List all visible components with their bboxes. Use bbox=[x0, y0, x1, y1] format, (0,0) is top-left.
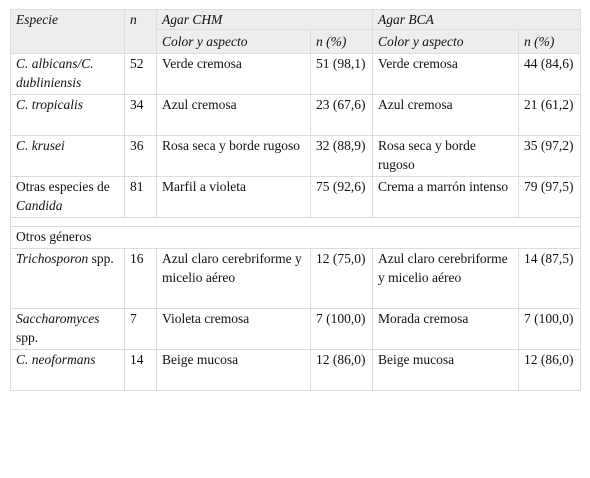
header-n: n bbox=[125, 10, 157, 54]
header-agar-bca: Agar BCA bbox=[373, 10, 581, 30]
chm-color-cell: Rosa seca y borde rugoso bbox=[157, 136, 311, 177]
chm-n-cell: 32 (88,9) bbox=[311, 136, 373, 177]
species-cell bbox=[11, 177, 125, 218]
species-agar-table bbox=[10, 9, 581, 391]
chm-n-cell: 12 (86,0) bbox=[311, 350, 373, 391]
species-cell bbox=[11, 309, 125, 350]
table-row bbox=[11, 309, 581, 350]
chm-color-cell: Marfil a violeta bbox=[157, 177, 311, 218]
spacer-row bbox=[11, 218, 581, 227]
header-chm-n-pct: n (%) bbox=[311, 30, 373, 54]
species-name-italic: C. krusei bbox=[16, 138, 65, 153]
chm-n-cell: 75 (92,6) bbox=[311, 177, 373, 218]
n-cell: 81 bbox=[125, 177, 157, 218]
species-cell bbox=[11, 136, 125, 177]
table-row bbox=[11, 136, 581, 177]
bca-n-cell: 21 (61,2) bbox=[519, 95, 581, 136]
bca-color-cell: Crema a marrón intenso bbox=[373, 177, 519, 218]
species-name-italic: Candida bbox=[16, 198, 63, 213]
spacer-cell bbox=[11, 218, 581, 227]
species-name-text: spp. bbox=[16, 330, 39, 345]
bca-color-cell: Morada cremosa bbox=[373, 309, 519, 350]
table-row bbox=[11, 177, 581, 218]
bca-n-cell: 79 (97,5) bbox=[519, 177, 581, 218]
table-row bbox=[11, 54, 581, 95]
bca-n-cell: 14 (87,5) bbox=[519, 249, 581, 309]
n-cell: 36 bbox=[125, 136, 157, 177]
chm-color-cell: Verde cremosa bbox=[157, 54, 311, 95]
species-name-italic: C. tropicalis bbox=[16, 97, 84, 112]
n-cell: 7 bbox=[125, 309, 157, 350]
chm-n-cell: 7 (100,0) bbox=[311, 309, 373, 350]
species-name-italic: Trichosporon bbox=[16, 251, 89, 266]
chm-n-cell: 23 (67,6) bbox=[311, 95, 373, 136]
n-cell: 52 bbox=[125, 54, 157, 95]
chm-n-cell: 12 (75,0) bbox=[311, 249, 373, 309]
section-row bbox=[11, 227, 581, 249]
table-row bbox=[11, 350, 581, 391]
chm-color-cell: Beige mucosa bbox=[157, 350, 311, 391]
header-chm-color: Color y aspecto bbox=[157, 30, 311, 54]
species-name-text: Otras especies de bbox=[16, 179, 110, 194]
species-name-text: spp. bbox=[88, 251, 114, 266]
species-cell bbox=[11, 95, 125, 136]
chm-n-cell: 51 (98,1) bbox=[311, 54, 373, 95]
n-cell: 34 bbox=[125, 95, 157, 136]
table-row bbox=[11, 95, 581, 136]
bca-n-cell: 7 (100,0) bbox=[519, 309, 581, 350]
species-name-italic: C. albicans/C. dubliniensis bbox=[16, 56, 94, 90]
species-cell bbox=[11, 249, 125, 309]
species-name-italic: C. neoformans bbox=[16, 352, 96, 367]
chm-color-cell: Violeta cremosa bbox=[157, 309, 311, 350]
chm-color-cell: Azul cremosa bbox=[157, 95, 311, 136]
bca-color-cell: Azul cremosa bbox=[373, 95, 519, 136]
bca-n-cell: 35 (97,2) bbox=[519, 136, 581, 177]
n-cell: 16 bbox=[125, 249, 157, 309]
bca-color-cell: Azul claro cerebriforme y micelio aéreo bbox=[373, 249, 519, 309]
header-bca-n-pct: n (%) bbox=[519, 30, 581, 54]
section-label: Otros géneros bbox=[11, 227, 581, 249]
table-row bbox=[11, 249, 581, 309]
species-name-italic: Saccharomyces bbox=[16, 311, 100, 326]
header-row-top bbox=[11, 10, 581, 30]
bca-n-cell: 44 (84,6) bbox=[519, 54, 581, 95]
species-cell bbox=[11, 54, 125, 95]
header-species: Especie bbox=[11, 10, 125, 54]
bca-color-cell: Verde cremosa bbox=[373, 54, 519, 95]
header-agar-chm: Agar CHM bbox=[157, 10, 373, 30]
species-cell bbox=[11, 350, 125, 391]
n-cell: 14 bbox=[125, 350, 157, 391]
bca-color-cell: Rosa seca y borde rugoso bbox=[373, 136, 519, 177]
bca-n-cell: 12 (86,0) bbox=[519, 350, 581, 391]
chm-color-cell: Azul claro cerebriforme y micelio aéreo bbox=[157, 249, 311, 309]
bca-color-cell: Beige mucosa bbox=[373, 350, 519, 391]
header-bca-color: Color y aspecto bbox=[373, 30, 519, 54]
